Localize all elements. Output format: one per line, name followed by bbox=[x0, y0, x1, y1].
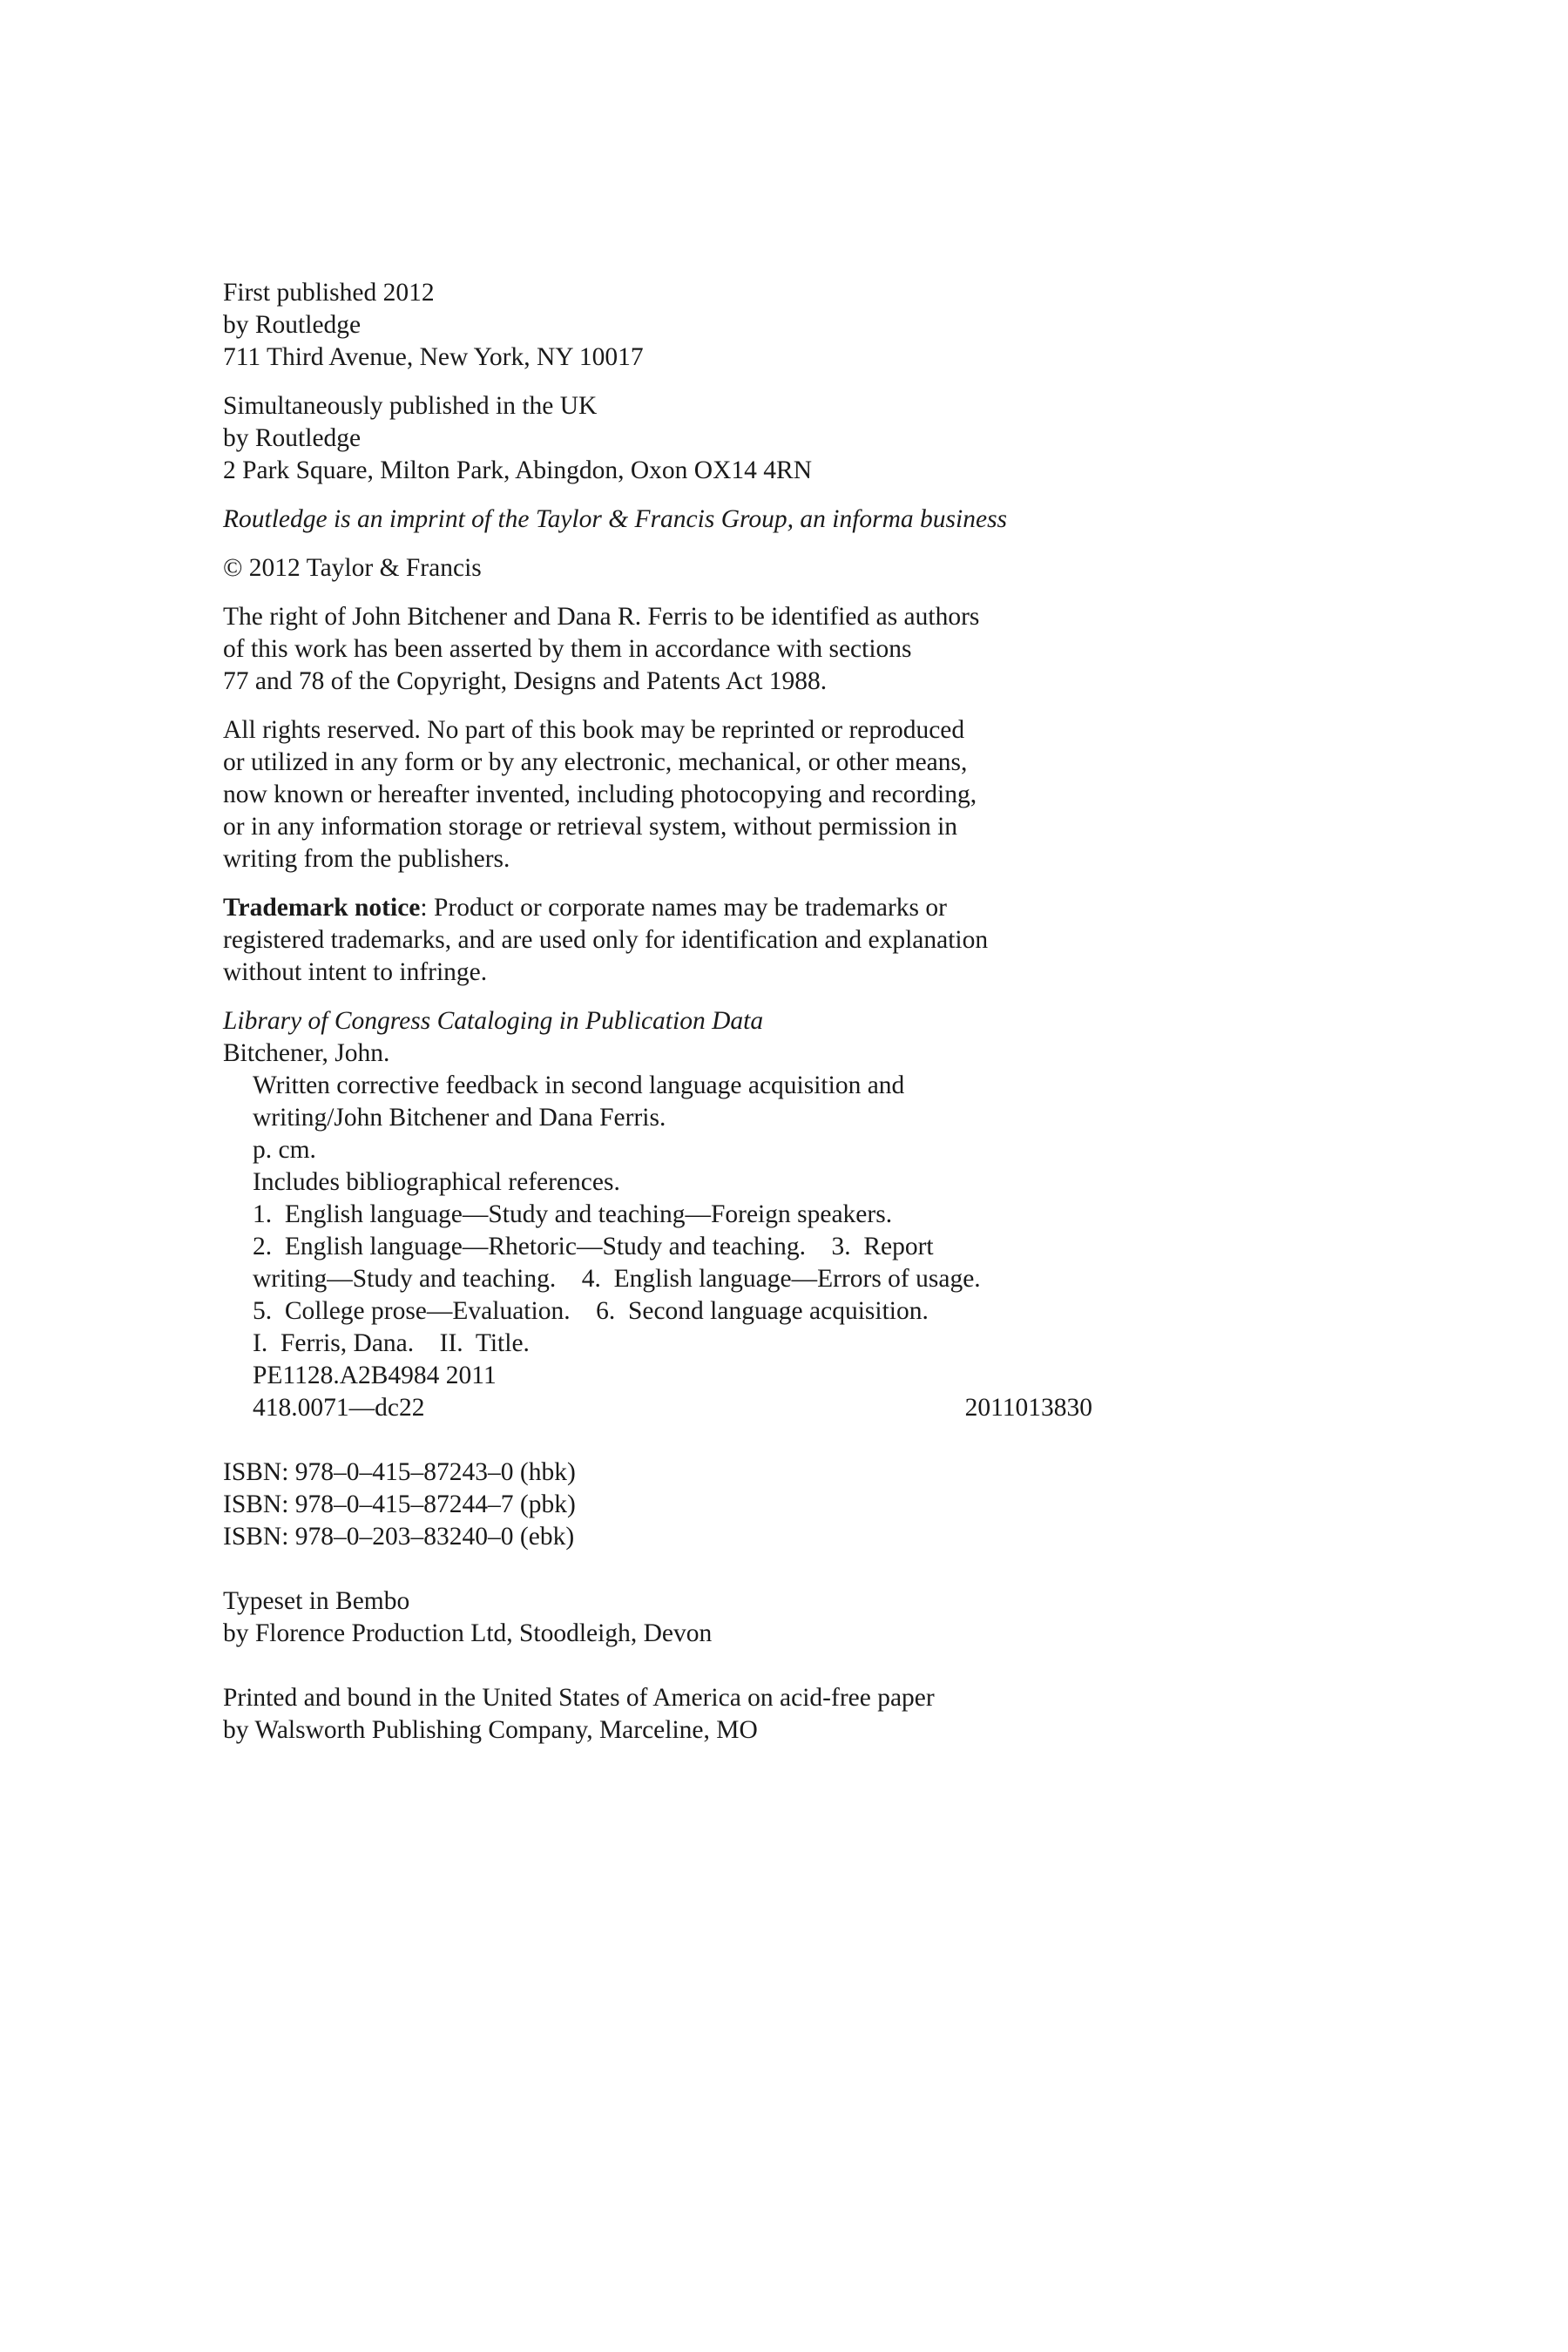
isbn-line: ISBN: 978–0–415–87243–0 (hbk) bbox=[223, 1458, 576, 1486]
copyright-notice bbox=[223, 552, 1094, 585]
all-rights-line: writing from the publishers. bbox=[223, 845, 510, 873]
cip-class-number: 418.0071—dc22 bbox=[253, 1394, 425, 1422]
all-rights-line: now known or hereafter invented, including photocopying and recording, bbox=[223, 781, 977, 808]
trademark-line: without intent to infringe. bbox=[223, 958, 488, 986]
cip-classification-row bbox=[223, 1392, 1092, 1424]
uk-line: by Routledge bbox=[223, 424, 362, 452]
copyright-line: © 2012 Taylor & Francis bbox=[223, 554, 482, 582]
cip-line: Written corrective feedback in second language acquisition and bbox=[253, 1071, 905, 1099]
all-rights-reserved bbox=[223, 714, 1094, 875]
trademark-notice bbox=[223, 892, 1094, 989]
isbn-list bbox=[223, 1456, 1094, 1553]
uk-line: 2 Park Square, Milton Park, Abingdon, Oxon OX14 4RN bbox=[223, 456, 813, 484]
all-rights-line: or in any information storage or retrieval system, without permission in bbox=[223, 813, 958, 841]
cip-author: Bitchener, John. bbox=[223, 1039, 390, 1067]
copyright-page bbox=[223, 277, 1094, 1763]
cip-line: I. Ferris, Dana. II. Title. bbox=[253, 1329, 530, 1357]
trademark-first-line bbox=[223, 892, 1094, 924]
cip-line: 1. English language—Study and teaching—Foreign speakers. bbox=[253, 1200, 893, 1228]
cip-data bbox=[223, 1005, 1094, 1424]
uk-publication-info bbox=[223, 390, 1094, 487]
cip-line: writing—Study and teaching. 4. English language—Errors of usage. bbox=[253, 1265, 981, 1293]
all-rights-line: All rights reserved. No part of this book may be reprinted or reproduced bbox=[223, 716, 965, 744]
trademark-line: registered trademarks, and are used only for identification and explanation bbox=[223, 926, 989, 954]
cip-line: p. cm. bbox=[253, 1136, 316, 1164]
isbn-line: ISBN: 978–0–415–87244–7 (pbk) bbox=[223, 1490, 576, 1518]
printed-line: by Walsworth Publishing Company, Marceline, MO bbox=[223, 1716, 758, 1744]
typeset-line: Typeset in Bembo bbox=[223, 1587, 410, 1615]
cip-line: PE1128.A2B4984 2011 bbox=[253, 1362, 497, 1389]
typeset-info bbox=[223, 1585, 1094, 1650]
cip-line: Includes bibliographical references. bbox=[253, 1168, 620, 1196]
printing-info bbox=[223, 1682, 1094, 1747]
imprint-statement bbox=[223, 504, 1094, 536]
publication-info bbox=[223, 277, 1094, 374]
uk-line: Simultaneously published in the UK bbox=[223, 392, 598, 420]
rights-line: The right of John Bitchener and Dana R. Ferris to be identified as authors bbox=[223, 603, 980, 631]
cip-heading: Library of Congress Cataloging in Publication Data bbox=[223, 1007, 764, 1035]
trademark-label: Trademark notice bbox=[223, 894, 421, 922]
cip-line: 2. English language—Rhetoric—Study and teaching. 3. Report bbox=[253, 1233, 934, 1260]
printed-line: Printed and bound in the United States of America on acid-free paper bbox=[223, 1684, 935, 1712]
rights-line: of this work has been asserted by them in accordance with sections bbox=[223, 635, 912, 663]
cip-lccn: 2011013830 bbox=[964, 1394, 1092, 1422]
rights-line: 77 and 78 of the Copyright, Designs and Patents Act 1988. bbox=[223, 667, 828, 695]
publication-line: 711 Third Avenue, New York, NY 10017 bbox=[223, 343, 644, 371]
moral-rights-statement bbox=[223, 601, 1094, 698]
cip-line: 5. College prose—Evaluation. 6. Second language acquisition. bbox=[253, 1297, 929, 1325]
all-rights-line: or utilized in any form or by any electronic, mechanical, or other means, bbox=[223, 748, 968, 776]
publication-line: by Routledge bbox=[223, 311, 362, 339]
typeset-line: by Florence Production Ltd, Stoodleigh, Devon bbox=[223, 1619, 713, 1647]
publication-line: First published 2012 bbox=[223, 279, 435, 307]
trademark-first-rest: : Product or corporate names may be trademarks or bbox=[420, 894, 947, 922]
isbn-line: ISBN: 978–0–203–83240–0 (ebk) bbox=[223, 1523, 575, 1551]
imprint-line: Routledge is an imprint of the Taylor & Francis Group, an informa business bbox=[223, 505, 1008, 533]
cip-line: writing/John Bitchener and Dana Ferris. bbox=[253, 1104, 666, 1132]
